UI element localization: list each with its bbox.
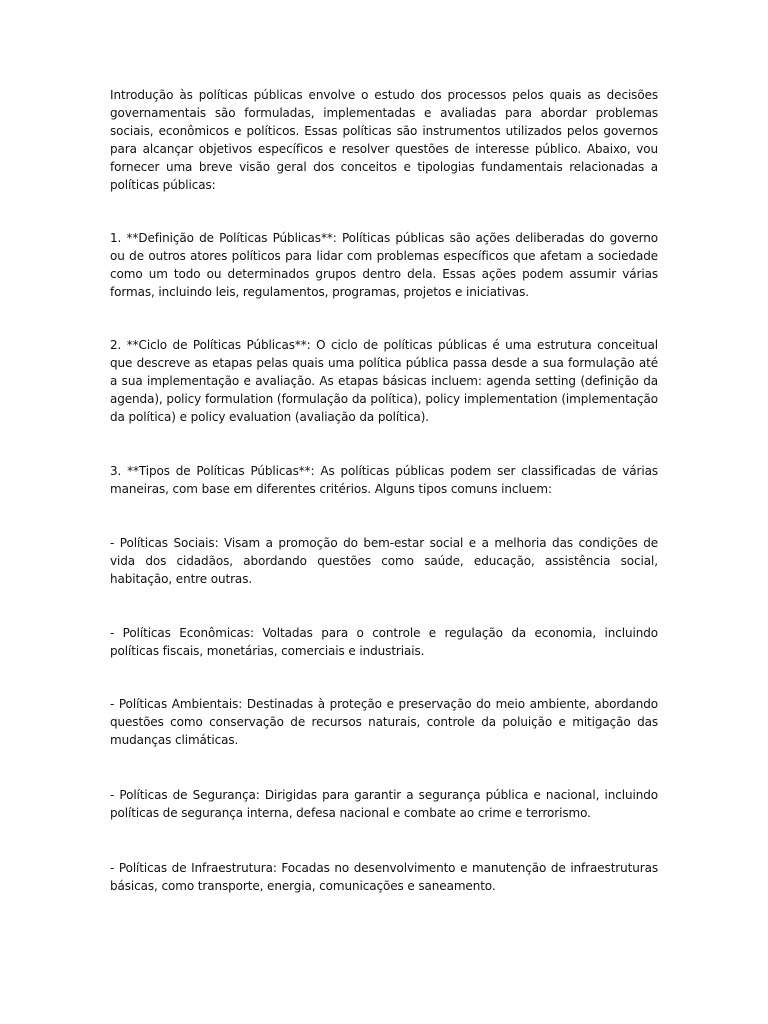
section-definition: 1. **Definição de Políticas Públicas**: Políticas públicas são ações deliberadas do governo ou de outros atores políticos para lidar com problemas específicos que afetam a sociedade como um todo ou determinados grupos dentro dela. Essas ações podem assumir várias formas, incluindo leis, regulamentos, programas, projetos e iniciativas. xyxy=(110,231,658,299)
subitem-social-policies: - Políticas Sociais: Visam a promoção do bem-estar social e a melhoria das condições de vida dos cidadãos, abordando questões como saúde, educação, assistência social, habitação, entre outras. xyxy=(110,536,658,586)
subitem-economic-policies: - Políticas Econômicas: Voltadas para o controle e regulação da economia, incluindo políticas fiscais, monetárias, comerciais e industriais. xyxy=(110,626,658,658)
section-policy-cycle: 2. **Ciclo de Políticas Públicas**: O ciclo de políticas públicas é uma estrutura conceitual que descreve as etapas pelas quais uma política pública passa desde a sua formulação até a sua implementação e avaliação. As etapas básicas incluem: agenda setting (definição da agenda), policy formulation (formulação da política), policy implementation (implementação da política) e policy evaluation (avaliação da política). xyxy=(110,338,658,424)
section-policy-types: 3. **Tipos de Políticas Públicas**: As políticas públicas podem ser classificadas de várias maneiras, com base em diferentes critérios. Alguns tipos comuns incluem: xyxy=(110,464,658,496)
subitem-environmental-policies: - Políticas Ambientais: Destinadas à proteção e preservação do meio ambiente, abordando questões como conservação de recursos naturais, controle da poluição e mitigação das mudanças climáticas. xyxy=(110,697,658,747)
subitem-security-policies: - Políticas de Segurança: Dirigidas para garantir a segurança pública e nacional, incluindo políticas de segurança interna, defesa nacional e combate ao crime e terrorismo. xyxy=(110,788,658,820)
subitem-infrastructure-policies: - Políticas de Infraestrutura: Focadas no desenvolvimento e manutenção de infraestruturas básicas, como transporte, energia, comunicações e saneamento. xyxy=(110,861,658,893)
intro-paragraph: Introdução às políticas públicas envolve o estudo dos processos pelos quais as decisões governamentais são formuladas, implementadas e avaliadas para abordar problemas sociais, econômicos e políticos. Essas políticas são instrumentos utilizados pelos governos para alcançar objetivos específicos e resolver questões de interesse público. Abaixo, vou fornecer uma breve visão geral dos conceitos e tipologias fundamentais relacionadas a políticas públicas: xyxy=(110,88,658,192)
